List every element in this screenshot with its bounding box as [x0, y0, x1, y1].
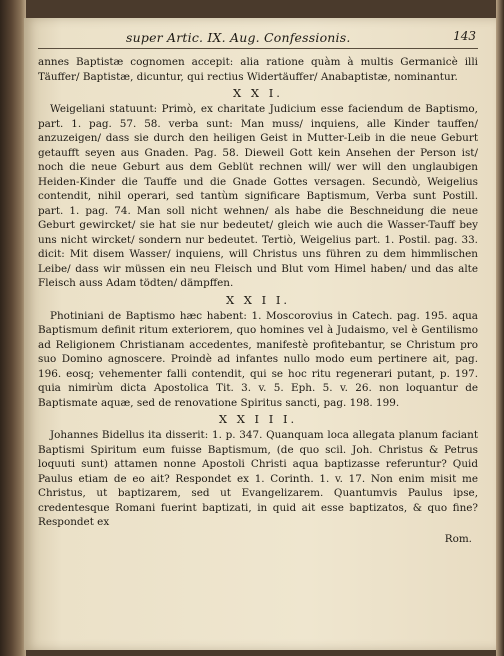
section-paragraph-xxi: Weigeliani statuunt: Primò, ex charitate Judicium esse faciendum de Baptismo, part. 1. pag. 57. 58. verba sunt: Man muss/ inquiens, alle Kinder tauffen/ anzuzeigen/ dass sie durch den heiligen Geist in Mutter-Leib in die neue Geburt getaufft seyen aus Gnaden. Pag. 58. Dieweil Gott kein Ansehen der Person ist/ noch die neue Geburt aus dem Geblüt rechnen will/ wer will den unglaubigen Heiden-Kinder die Tauffe und die Gnade Gottes versagen. Secundò, Weigelius contendit, nihil operari, sed tantùm significare Baptismum, Verba sunt Postill. part. 1. pag. 74. Man soll nicht wehnen/ als habe die Beschneidung die neue Geburt gewircket/ sie hat sie nur bedeutet/ gleich wie auch die Wasser-Tauff bey uns nicht wircket/ sondern nur bedeutet. Tertiò, Weigelius part. 1. Postil. pag. 33. dicit: Mit disem Wasser/ inquiens, will Christus uns führen zu dem himmlischen Leibe/ dass wir müssen ein neu Fleisch und Blut vom Himel haben/ und das alte Fleisch auss Adam tödten/ dämpffen. — [38, 103, 478, 289]
book-spine-edge — [0, 0, 26, 656]
running-title: super Artic. IX. Aug. Confessionis. — [126, 30, 351, 45]
intro-paragraph: annes Baptistæ cognomen accepit: alia ratione quàm à multis Germanicè illi Täuffer/ Baptistæ, dicuntur, qui rectius Widertäuffer/ Anabaptistæ, nominantur. — [38, 56, 478, 83]
section-heading-xxi: X X I. — [233, 86, 283, 100]
section-heading-xxiii: X X I I I. — [218, 412, 298, 426]
section-paragraph-xxii: Photiniani de Baptismo hæc habent: 1. Moscorovius in Catech. pag. 195. aqua Baptismum definit ritum exteriorem, quo homines vel à Judaismo, vel è Gentilismo ad Religionem Christianam accedentes, manifestè profitebantur, se Christum pro suo Domino agnoscere. Proindè ad infantes nullo modo eum pertinere ait, pag. 196. eosq; vehementer falli contendit, qui se hoc ritu regenerari putant, p. 197. quia nimirùm dicta Apostolica Tit. 3. v. 5. Eph. 5. v. 26. non loquantur de Baptismate aquæ, sed de renovatione Spiritus sancti, pag. 198. 199. — [38, 309, 478, 409]
section-heading-xxii: X X I I. — [225, 292, 291, 307]
book-page — [24, 18, 496, 650]
body-text — [38, 55, 478, 546]
page-number: 143 — [453, 29, 476, 43]
page-content — [38, 26, 478, 546]
section-paragraph-xxiii: Johannes Bidellus ita disserit: 1. p. 347. Quanquam loca allegata planum faciant Baptismi Spiritum eum fuisse Baptismum, (de quo scil. Joh. Christus & Petrus loquuti sunt) attamen nonne Apostoli Christi aqua baptizasse referuntur? Quid Paulus etiam de eo ait? Respondet ex 1. Corinth. 1. v. 17. Non enim misit me Christus, ut baptizarem, sed ut Evangelizarem. Quantumvis Paulus ipse, credentesque Romani fuerint baptizati, in quid ait esse baptizatos, & quo fine? Respondet ex — [38, 429, 478, 528]
catchword: Rom. — [444, 532, 472, 545]
running-head — [38, 26, 478, 49]
book-fore-edge — [496, 0, 504, 656]
